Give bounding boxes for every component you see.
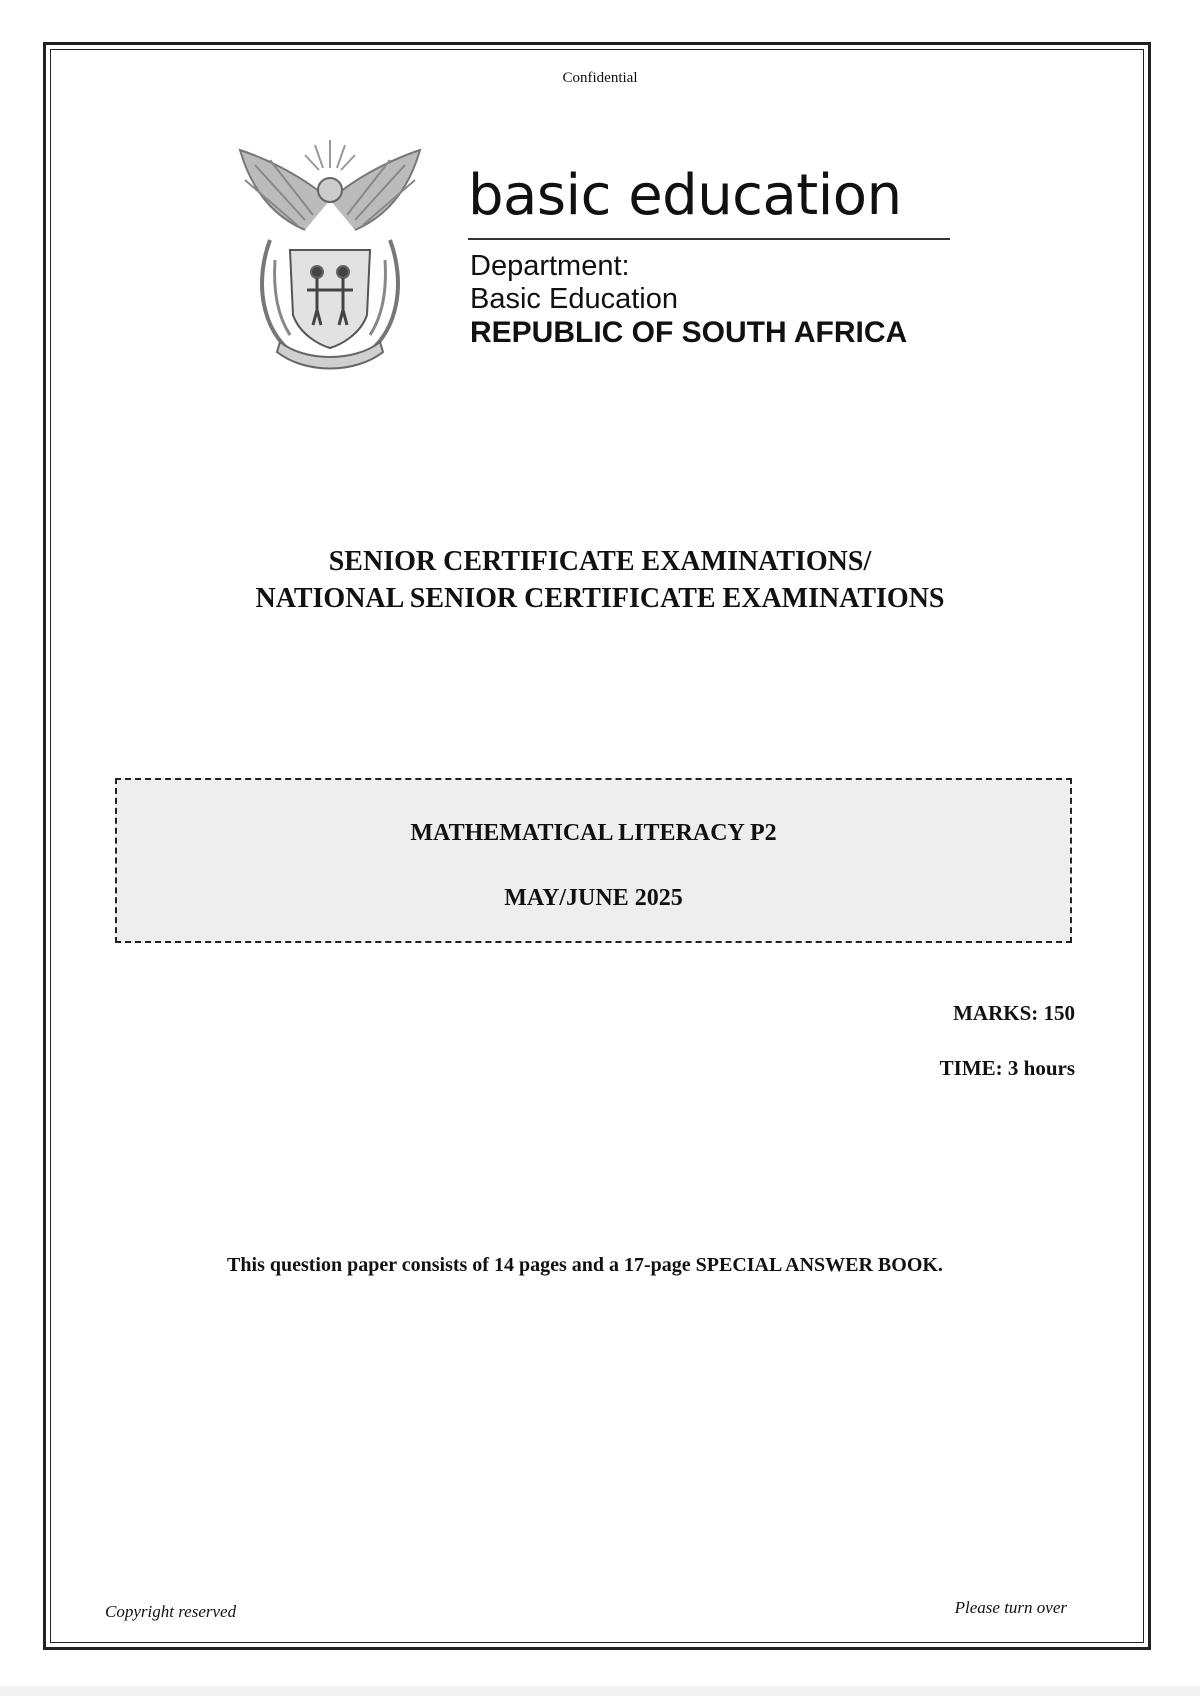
copyright-notice: Copyright reserved <box>105 1602 237 1621</box>
scan-edge <box>0 1686 1200 1696</box>
brand-divider <box>468 238 950 240</box>
department-label: Department: <box>470 250 630 282</box>
subject-title: MATHEMATICAL LITERACY P2 <box>410 820 777 846</box>
paper-consists-notice: This question paper consists of 14 pages and a 17-page SPECIAL ANSWER BOOK. <box>227 1254 943 1276</box>
confidential-label: Confidential <box>562 70 638 86</box>
department-unit: Basic Education <box>470 283 678 315</box>
exam-heading-line-2: NATIONAL SENIOR CERTIFICATE EXAMINATIONS <box>255 583 945 614</box>
brand-title: basic education <box>468 163 902 228</box>
turn-over-notice: Please turn over <box>954 1598 1067 1617</box>
country-name: REPUBLIC OF SOUTH AFRICA <box>470 316 908 349</box>
exam-heading <box>0 543 1200 617</box>
exam-session: MAY/JUNE 2025 <box>504 885 683 911</box>
time-label: TIME: 3 hours <box>939 1056 1075 1080</box>
subject-box <box>115 778 1072 943</box>
exam-heading-line-1: SENIOR CERTIFICATE EXAMINATIONS/ <box>328 546 872 577</box>
coat-of-arms-icon <box>235 130 425 380</box>
marks-label: MARKS: 150 <box>953 1001 1075 1025</box>
brand-department-block <box>470 250 907 349</box>
